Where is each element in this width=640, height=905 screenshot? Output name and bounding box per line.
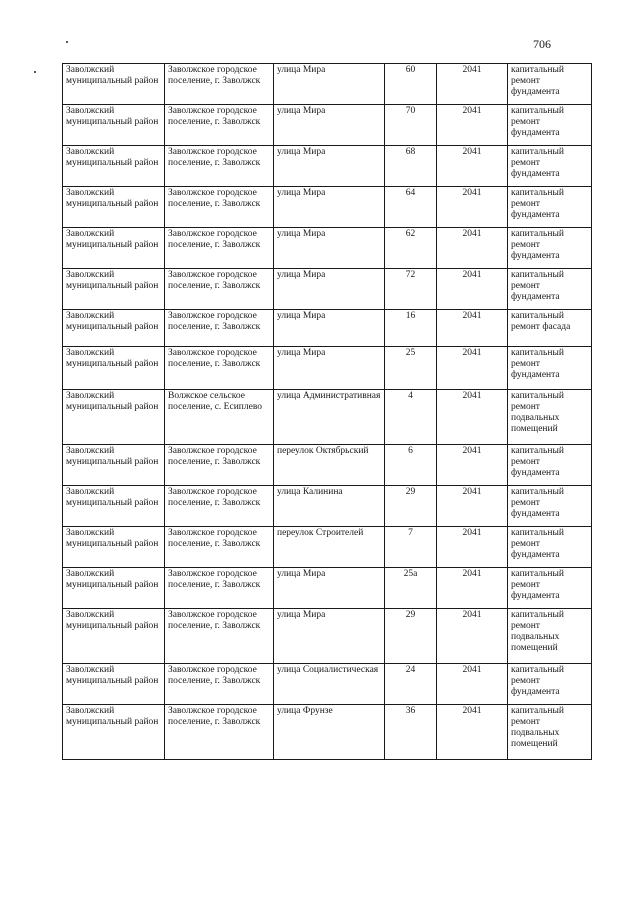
work-type-cell: капитальный ремонт подвальных помещений: [508, 705, 592, 760]
work-type-cell: капитальный ремонт подвальных помещений: [508, 390, 592, 445]
district-cell: Заволжский муниципальный район: [63, 310, 165, 347]
house-number-cell: 6: [385, 445, 437, 486]
table-row: [63, 445, 592, 486]
page-number: 706: [533, 37, 551, 51]
district-cell: Заволжский муниципальный район: [63, 269, 165, 310]
scan-speck: [34, 71, 36, 73]
district-cell: Заволжский муниципальный район: [63, 105, 165, 146]
street-cell: улица Мира: [274, 187, 385, 228]
work-type-cell: капитальный ремонт фундамента: [508, 527, 592, 568]
street-cell: улица Мира: [274, 609, 385, 664]
street-cell: улица Фрунзе: [274, 705, 385, 760]
planned-year-cell: 2041: [437, 609, 508, 664]
house-number-cell: 70: [385, 105, 437, 146]
house-number-cell: 60: [385, 64, 437, 105]
settlement-cell: Заволжское городское поселение, г. Заволжск: [165, 347, 274, 390]
settlement-cell: Заволжское городское поселение, г. Заволжск: [165, 64, 274, 105]
settlement-cell: Заволжское городское поселение, г. Заволжск: [165, 664, 274, 705]
planned-year-cell: 2041: [437, 347, 508, 390]
table-row: [63, 527, 592, 568]
district-cell: Заволжский муниципальный район: [63, 146, 165, 187]
street-cell: улица Мира: [274, 310, 385, 347]
house-number-cell: 25а: [385, 568, 437, 609]
table-row: [63, 347, 592, 390]
table-row: [63, 705, 592, 760]
house-number-cell: 72: [385, 269, 437, 310]
house-number-cell: 16: [385, 310, 437, 347]
district-cell: Заволжский муниципальный район: [63, 527, 165, 568]
table-row: [63, 664, 592, 705]
street-cell: переулок Строителей: [274, 527, 385, 568]
table-row: [63, 269, 592, 310]
house-number-cell: 7: [385, 527, 437, 568]
table-row: [63, 228, 592, 269]
work-type-cell: капитальный ремонт фундамента: [508, 105, 592, 146]
planned-year-cell: 2041: [437, 64, 508, 105]
work-type-cell: капитальный ремонт фундамента: [508, 64, 592, 105]
settlement-cell: Заволжское городское поселение, г. Заволжск: [165, 228, 274, 269]
work-type-cell: капитальный ремонт фундамента: [508, 486, 592, 527]
planned-year-cell: 2041: [437, 445, 508, 486]
work-type-cell: капитальный ремонт фундамента: [508, 269, 592, 310]
district-cell: Заволжский муниципальный район: [63, 568, 165, 609]
work-type-cell: капитальный ремонт фасада: [508, 310, 592, 347]
district-cell: Заволжский муниципальный район: [63, 64, 165, 105]
district-cell: Заволжский муниципальный район: [63, 609, 165, 664]
street-cell: улица Мира: [274, 64, 385, 105]
table-row: [63, 486, 592, 527]
street-cell: улица Калинина: [274, 486, 385, 527]
table-row: [63, 64, 592, 105]
street-cell: улица Мира: [274, 347, 385, 390]
planned-year-cell: 2041: [437, 486, 508, 527]
district-cell: Заволжский муниципальный район: [63, 486, 165, 527]
planned-year-cell: 2041: [437, 664, 508, 705]
work-type-cell: капитальный ремонт фундамента: [508, 347, 592, 390]
house-number-cell: 25: [385, 347, 437, 390]
house-number-cell: 29: [385, 609, 437, 664]
table-body: [63, 64, 592, 760]
district-cell: Заволжский муниципальный район: [63, 187, 165, 228]
work-type-cell: капитальный ремонт фундамента: [508, 568, 592, 609]
planned-year-cell: 2041: [437, 146, 508, 187]
house-number-cell: 4: [385, 390, 437, 445]
district-cell: Заволжский муниципальный район: [63, 664, 165, 705]
work-type-cell: капитальный ремонт фундамента: [508, 187, 592, 228]
planned-year-cell: 2041: [437, 705, 508, 760]
planned-year-cell: 2041: [437, 568, 508, 609]
settlement-cell: Заволжское городское поселение, г. Заволжск: [165, 568, 274, 609]
table-row: [63, 609, 592, 664]
street-cell: улица Мира: [274, 105, 385, 146]
house-number-cell: 36: [385, 705, 437, 760]
repair-schedule-table: [62, 63, 592, 760]
street-cell: улица Мира: [274, 228, 385, 269]
table-row: [63, 310, 592, 347]
planned-year-cell: 2041: [437, 105, 508, 146]
settlement-cell: Заволжское городское поселение, г. Заволжск: [165, 187, 274, 228]
settlement-cell: Заволжское городское поселение, г. Заволжск: [165, 310, 274, 347]
work-type-cell: капитальный ремонт фундамента: [508, 664, 592, 705]
settlement-cell: Заволжское городское поселение, г. Заволжск: [165, 705, 274, 760]
table-row: [63, 187, 592, 228]
planned-year-cell: 2041: [437, 269, 508, 310]
work-type-cell: капитальный ремонт фундамента: [508, 228, 592, 269]
settlement-cell: Заволжское городское поселение, г. Заволжск: [165, 146, 274, 187]
table-row: [63, 568, 592, 609]
work-type-cell: капитальный ремонт подвальных помещений: [508, 609, 592, 664]
street-cell: улица Административная: [274, 390, 385, 445]
settlement-cell: Волжское сельское поселение, с. Есиплево: [165, 390, 274, 445]
planned-year-cell: 2041: [437, 527, 508, 568]
work-type-cell: капитальный ремонт фундамента: [508, 146, 592, 187]
house-number-cell: 64: [385, 187, 437, 228]
district-cell: Заволжский муниципальный район: [63, 705, 165, 760]
planned-year-cell: 2041: [437, 310, 508, 347]
table-row: [63, 390, 592, 445]
district-cell: Заволжский муниципальный район: [63, 445, 165, 486]
planned-year-cell: 2041: [437, 187, 508, 228]
house-number-cell: 62: [385, 228, 437, 269]
planned-year-cell: 2041: [437, 228, 508, 269]
street-cell: улица Социалистическая: [274, 664, 385, 705]
settlement-cell: Заволжское городское поселение, г. Заволжск: [165, 445, 274, 486]
house-number-cell: 68: [385, 146, 437, 187]
settlement-cell: Заволжское городское поселение, г. Заволжск: [165, 527, 274, 568]
table-row: [63, 146, 592, 187]
settlement-cell: Заволжское городское поселение, г. Заволжск: [165, 105, 274, 146]
settlement-cell: Заволжское городское поселение, г. Заволжск: [165, 269, 274, 310]
work-type-cell: капитальный ремонт фундамента: [508, 445, 592, 486]
settlement-cell: Заволжское городское поселение, г. Заволжск: [165, 609, 274, 664]
district-cell: Заволжский муниципальный район: [63, 390, 165, 445]
planned-year-cell: 2041: [437, 390, 508, 445]
district-cell: Заволжский муниципальный район: [63, 347, 165, 390]
street-cell: улица Мира: [274, 146, 385, 187]
street-cell: улица Мира: [274, 269, 385, 310]
district-cell: Заволжский муниципальный район: [63, 228, 165, 269]
table-row: [63, 105, 592, 146]
settlement-cell: Заволжское городское поселение, г. Заволжск: [165, 486, 274, 527]
house-number-cell: 24: [385, 664, 437, 705]
street-cell: переулок Октябрьский: [274, 445, 385, 486]
scan-speck: [66, 41, 68, 43]
house-number-cell: 29: [385, 486, 437, 527]
street-cell: улица Мира: [274, 568, 385, 609]
